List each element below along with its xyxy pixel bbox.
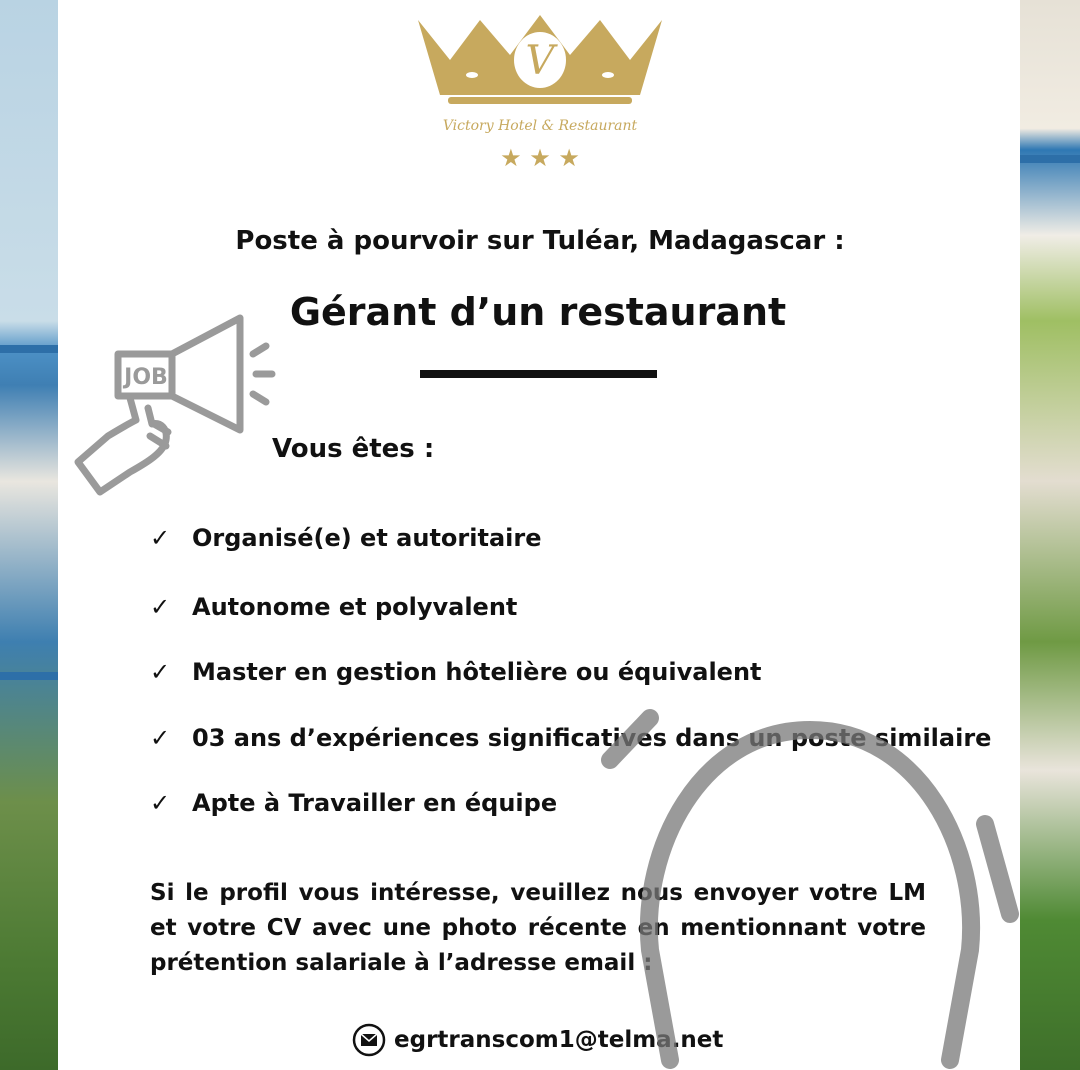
requirement-item: [150, 524, 541, 552]
requirement-item: [150, 724, 991, 752]
contact-email-row: [352, 1020, 723, 1060]
logo-stars: ★ ★ ★: [500, 144, 580, 172]
logo-name: Victory Hotel & Restaurant: [442, 118, 638, 134]
requirement-text: 03 ans d’expériences significatives dans un poste similaire: [192, 724, 992, 752]
checkmark-icon: ✓: [150, 658, 171, 686]
checkmark-icon: ✓: [150, 593, 171, 621]
checkmark-icon: ✓: [150, 724, 171, 752]
application-instructions: Si le profil vous intéresse, veuillez nous envoyer votre LM et votre CV avec une photo récente en mentionnant votre prétention salariale à l’adresse email :: [150, 880, 926, 976]
requirement-text: Apte à Travailler en équipe: [192, 789, 558, 817]
mail-icon: [352, 1023, 386, 1057]
requirement-text: Autonome et polyvalent: [192, 593, 518, 621]
requirement-text: Organisé(e) et autoritaire: [192, 524, 542, 552]
balcony-stripe: [0, 672, 58, 680]
title-divider: [420, 370, 657, 378]
logo-monogram: V: [525, 38, 555, 84]
contact-email[interactable]: egrtranscom1@telma.net: [394, 1027, 724, 1053]
intro-text: Vous êtes :: [272, 434, 435, 464]
balcony-stripe: [1020, 155, 1080, 163]
location-line: Poste à pourvoir sur Tuléar, Madagascar :: [235, 226, 845, 256]
requirement-item: [150, 658, 762, 686]
checkmark-icon: ✓: [150, 524, 171, 552]
job-icon-label: JOB: [124, 365, 168, 390]
hotel-logo: [410, 0, 670, 180]
megaphone-icon: [68, 312, 278, 502]
requirement-text: Master en gestion hôtelière ou équivalent: [192, 658, 762, 686]
requirement-item: [150, 593, 517, 621]
requirement-item: [150, 789, 557, 817]
balcony-stripe: [0, 345, 58, 353]
background-photo-left: [0, 0, 58, 1070]
checkmark-icon: ✓: [150, 789, 171, 817]
job-title: Gérant d’un restaurant: [289, 290, 787, 334]
background-photo-right: [1020, 0, 1080, 1070]
